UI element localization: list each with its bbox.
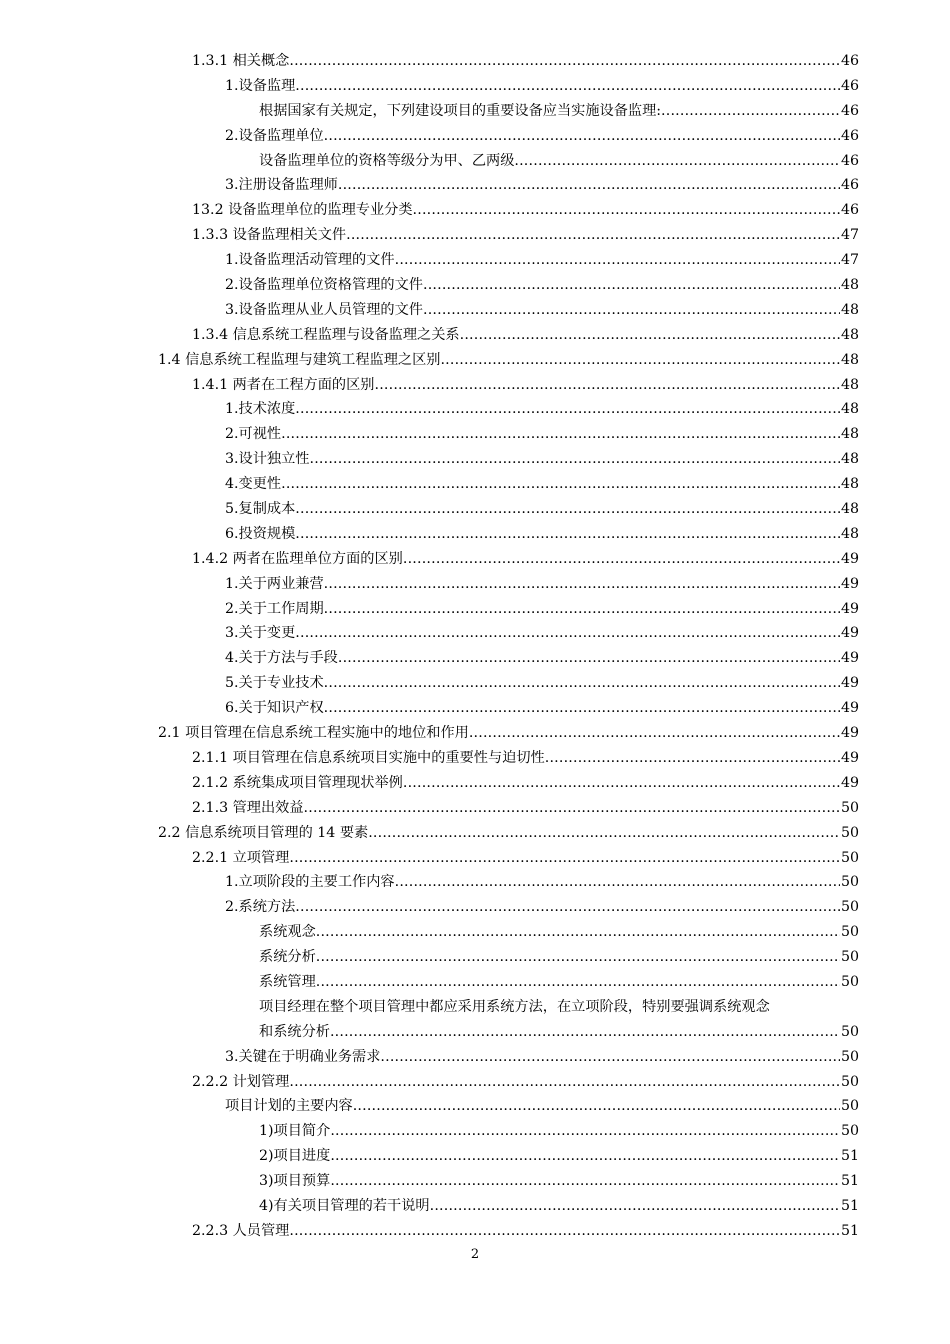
toc-entry[interactable] — [0, 1144, 950, 1169]
toc-entry-title: 系统管理 — [259, 973, 316, 990]
toc-leader-dots — [295, 522, 840, 547]
toc-entry-page: 50 — [840, 1023, 859, 1040]
toc-entry-page: 46 — [840, 77, 859, 94]
toc-entry[interactable] — [0, 173, 950, 198]
toc-leader-dots — [338, 173, 840, 198]
toc-leader-dots — [330, 1169, 840, 1194]
toc-entry[interactable] — [0, 397, 950, 422]
toc-entry[interactable] — [0, 945, 950, 970]
toc-entry[interactable] — [0, 597, 950, 622]
toc-leader-dots — [368, 821, 840, 846]
toc-entry-page: 49 — [840, 600, 859, 617]
toc-entry[interactable] — [0, 373, 950, 398]
toc-entry-title: 2.2.3 人员管理 — [192, 1222, 290, 1239]
toc-leader-dots — [309, 447, 839, 472]
toc-entry-title: 1.设备监理 — [225, 77, 296, 94]
toc-entry-title: 5.复制成本 — [225, 501, 296, 518]
toc-entry-page: 51 — [840, 1173, 859, 1190]
toc-entry-title: 2.2.1 立项管理 — [192, 849, 290, 866]
toc-leader-dots — [403, 547, 840, 572]
toc-entry-title: 4)有关项目管理的若干说明 — [259, 1197, 430, 1214]
toc-leader-dots — [395, 870, 840, 895]
toc-entry-page: 51 — [840, 1222, 859, 1239]
toc-leader-dots — [281, 472, 840, 497]
toc-entry-title: 1.3.4 信息系统工程监理与设备监理之关系 — [192, 326, 460, 343]
toc-leader-dots — [324, 597, 840, 622]
toc-leader-dots — [423, 273, 840, 298]
toc-entry-title: 1.4.1 两者在工程方面的区别 — [192, 376, 375, 393]
toc-entry-page: 49 — [840, 725, 859, 742]
toc-entry[interactable] — [0, 99, 950, 124]
toc-entry-page: 47 — [840, 227, 859, 244]
toc-leader-dots — [324, 696, 840, 721]
toc-entry-title: 4.变更性 — [225, 476, 282, 493]
toc-entry[interactable] — [0, 124, 950, 149]
toc-entry-title: 2.2.2 计划管理 — [192, 1073, 290, 1090]
toc-entry-title: 3.设计独立性 — [225, 451, 310, 468]
toc-entry-title: 1.立项阶段的主要工作内容 — [225, 874, 395, 891]
toc-entry[interactable] — [0, 422, 950, 447]
toc-entry-page: 48 — [840, 351, 859, 368]
toc-leader-dots — [430, 1194, 840, 1219]
toc-entry[interactable] — [0, 746, 950, 771]
toc-entry-title: 2.1.1 项目管理在信息系统项目实施中的重要性与迫切性 — [192, 749, 545, 766]
toc-entry[interactable] — [0, 223, 950, 248]
toc-entry-title: 4.关于方法与手段 — [225, 650, 338, 667]
toc-entry[interactable] — [0, 920, 950, 945]
toc-entry[interactable] — [0, 74, 950, 99]
toc-leader-dots — [403, 771, 840, 796]
toc-entry-title: 1.4.2 两者在监理单位方面的区别 — [192, 550, 403, 567]
toc-leader-dots — [281, 422, 840, 447]
toc-entry-title: 2)项目进度 — [259, 1148, 331, 1165]
toc-entry-title-continued: 和系统分析 — [259, 1023, 330, 1040]
toc-leader-dots — [304, 796, 840, 821]
toc-entry-page: 50 — [840, 874, 859, 891]
toc-leader-dots — [353, 1094, 840, 1119]
toc-entry-title: 2.1 项目管理在信息系统工程实施中的地位和作用 — [158, 725, 469, 742]
toc-entry-page: 49 — [840, 550, 859, 567]
toc-entry-page: 46 — [840, 127, 859, 144]
toc-entry[interactable] — [0, 696, 950, 721]
toc-entry-page: 51 — [840, 1148, 859, 1165]
toc-entry-title: 1.4 信息系统工程监理与建筑工程监理之区别 — [158, 351, 441, 368]
toc-entry-title: 根据国家有关规定，下列建设项目的重要设备应当实施设备监理: — [259, 102, 662, 119]
toc-leader-dots — [316, 945, 840, 970]
toc-entry-page: 48 — [840, 525, 859, 542]
toc-entry-page: 50 — [840, 973, 859, 990]
toc-entry[interactable] — [0, 248, 950, 273]
toc-leader-dots — [289, 846, 840, 871]
toc-entry[interactable] — [0, 621, 950, 646]
toc-entry-title: 1.3.1 相关概念 — [192, 53, 290, 69]
toc-entry[interactable] — [0, 49, 950, 74]
toc-leader-dots — [330, 1144, 840, 1169]
toc-leader-dots — [289, 49, 840, 74]
toc-entry-title: 1.3.3 设备监理相关文件 — [192, 227, 347, 244]
toc-entry[interactable] — [0, 348, 950, 373]
toc-entry[interactable] — [0, 1219, 950, 1244]
toc-leader-dots — [289, 1070, 840, 1095]
toc-leader-dots — [545, 746, 840, 771]
toc-entry-page: 50 — [840, 924, 859, 941]
toc-entry-page: 48 — [840, 501, 859, 518]
toc-entry-title: 6.关于知识产权 — [225, 700, 324, 717]
toc-entry-title: 2.可视性 — [225, 426, 282, 443]
toc-entry-page: 48 — [840, 277, 859, 294]
toc-entry-page: 51 — [840, 1197, 859, 1214]
toc-entry-page: 49 — [840, 575, 859, 592]
toc-entry-page: 49 — [840, 700, 859, 717]
toc-entry-page: 48 — [840, 301, 859, 318]
toc-entry-page: 48 — [840, 401, 859, 418]
toc-entry[interactable] — [0, 1169, 950, 1194]
toc-entry-page: 49 — [840, 749, 859, 766]
toc-leader-dots — [324, 671, 840, 696]
toc-entry-title: 3.注册设备监理师 — [225, 177, 338, 194]
toc-entry[interactable] — [0, 646, 950, 671]
toc-entry[interactable] — [0, 721, 950, 746]
toc-entry[interactable] — [0, 796, 950, 821]
toc-entry-title: 3.关于变更 — [225, 625, 296, 642]
toc-entry[interactable] — [0, 970, 950, 995]
toc-entry-page: 50 — [840, 949, 859, 966]
toc-entry-title: 1.设备监理活动管理的文件 — [225, 252, 395, 269]
toc-entry-page: 47 — [840, 252, 859, 269]
toc-entry-title: 3)项目预算 — [259, 1173, 331, 1190]
toc-leader-dots — [295, 895, 840, 920]
toc-leader-dots — [460, 323, 840, 348]
toc-entry-title: 设备监理单位的资格等级分为甲、乙两级 — [259, 152, 515, 169]
toc-entry-page: 50 — [840, 899, 859, 916]
toc-entry-page: 48 — [840, 326, 859, 343]
toc-entry-page: 46 — [840, 102, 859, 119]
toc-entry[interactable] — [0, 198, 950, 223]
toc-entry[interactable] — [0, 522, 950, 547]
toc-entry-page: 48 — [840, 476, 859, 493]
toc-entry-page: 50 — [840, 849, 859, 866]
toc-entry-title: 2.关于工作周期 — [225, 600, 324, 617]
toc-entry[interactable] — [0, 995, 950, 1045]
toc-entry-page: 50 — [840, 1048, 859, 1065]
toc-leader-dots — [330, 1119, 840, 1144]
toc-entry-title: 6.投资规模 — [225, 525, 296, 542]
toc-leader-dots — [346, 223, 840, 248]
toc-entry[interactable] — [0, 1119, 950, 1144]
toc-leader-dots — [316, 970, 840, 995]
toc-entry[interactable] — [0, 1045, 950, 1070]
toc-entry[interactable] — [0, 1194, 950, 1219]
toc-entry-page: 46 — [840, 177, 859, 194]
toc-entry[interactable] — [0, 671, 950, 696]
toc-entry[interactable] — [0, 497, 950, 522]
toc-leader-dots — [324, 572, 840, 597]
toc-entry-page: 49 — [840, 675, 859, 692]
toc-entry-title: 2.2 信息系统项目管理的 14 要素 — [158, 824, 369, 841]
toc-entry-page: 48 — [840, 451, 859, 468]
toc-entry-title: 系统分析 — [259, 949, 316, 966]
toc-leader-dots — [295, 397, 840, 422]
toc-leader-dots — [324, 124, 840, 149]
toc-entry-page: 48 — [840, 426, 859, 443]
toc-entry[interactable] — [0, 821, 950, 846]
toc-entry-title: 13.2 设备监理单位的监理专业分类 — [192, 202, 413, 219]
toc-entry-page: 49 — [840, 625, 859, 642]
toc-leader-dots — [395, 248, 840, 273]
toc-entry-page: 50 — [840, 1098, 859, 1115]
toc-leader-dots — [469, 721, 840, 746]
toc-entry[interactable] — [0, 771, 950, 796]
toc-entry-title: 3.关键在于明确业务需求 — [225, 1048, 381, 1065]
toc-entry-page: 46 — [840, 202, 859, 219]
toc-leader-dots — [380, 1045, 840, 1070]
toc-entry-title: 1.关于两业兼营 — [225, 575, 324, 592]
toc-entry[interactable] — [0, 572, 950, 597]
toc-leader-dots — [661, 99, 840, 124]
toc-entry[interactable] — [0, 870, 950, 895]
toc-leader-dots — [316, 920, 840, 945]
toc-entry[interactable] — [0, 472, 950, 497]
toc-entry-page: 49 — [840, 774, 859, 791]
toc-entry[interactable] — [0, 298, 950, 323]
toc-entry-title: 2.系统方法 — [225, 899, 296, 916]
toc-leader-dots — [423, 298, 840, 323]
table-of-contents — [0, 49, 950, 1244]
toc-entry-title: 2.1.2 系统集成项目管理现状举例 — [192, 774, 403, 791]
toc-leader-dots — [289, 1219, 840, 1244]
toc-entry-title: 2.设备监理单位 — [225, 127, 324, 144]
toc-entry-page: 46 — [840, 53, 859, 69]
toc-entry[interactable] — [0, 447, 950, 472]
toc-entry-page: 49 — [840, 650, 859, 667]
toc-leader-dots — [375, 373, 840, 398]
toc-entry-title: 5.关于专业技术 — [225, 675, 324, 692]
toc-leader-dots — [440, 348, 839, 373]
toc-entry-page: 50 — [840, 1073, 859, 1090]
toc-entry[interactable] — [0, 323, 950, 348]
toc-entry-title: 1)项目简介 — [259, 1123, 331, 1140]
toc-entry-page: 50 — [840, 824, 859, 841]
toc-entry[interactable] — [0, 273, 950, 298]
toc-entry-title: 3.设备监理从业人员管理的文件 — [225, 301, 423, 318]
toc-entry-page: 46 — [840, 152, 859, 169]
toc-leader-dots — [295, 621, 840, 646]
toc-leader-dots — [338, 646, 840, 671]
toc-entry-page: 50 — [840, 799, 859, 816]
toc-leader-dots — [295, 74, 840, 99]
toc-leader-dots — [330, 1020, 840, 1045]
toc-entry-title: 项目计划的主要内容 — [225, 1098, 353, 1115]
toc-leader-dots — [413, 198, 840, 223]
toc-entry[interactable] — [0, 149, 950, 174]
toc-leader-dots — [295, 497, 840, 522]
page-number: 2 — [470, 1247, 480, 1262]
toc-entry[interactable] — [0, 547, 950, 572]
toc-entry-title: 项目经理在整个项目管理中都应采用系统方法，在立项阶段，特别要强调系统观念 — [259, 998, 770, 1015]
toc-entry-title: 1.技术浓度 — [225, 401, 296, 418]
toc-entry[interactable] — [0, 1070, 950, 1095]
toc-entry[interactable] — [0, 1094, 950, 1119]
toc-entry-title: 2.1.3 管理出效益 — [192, 799, 304, 816]
toc-entry-title: 2.设备监理单位资格管理的文件 — [225, 277, 423, 294]
toc-entry[interactable] — [0, 895, 950, 920]
toc-leader-dots — [514, 149, 840, 174]
toc-entry-title: 系统观念 — [259, 924, 316, 941]
toc-entry[interactable] — [0, 846, 950, 871]
toc-entry-page: 50 — [840, 1123, 859, 1140]
toc-entry-page: 48 — [840, 376, 859, 393]
